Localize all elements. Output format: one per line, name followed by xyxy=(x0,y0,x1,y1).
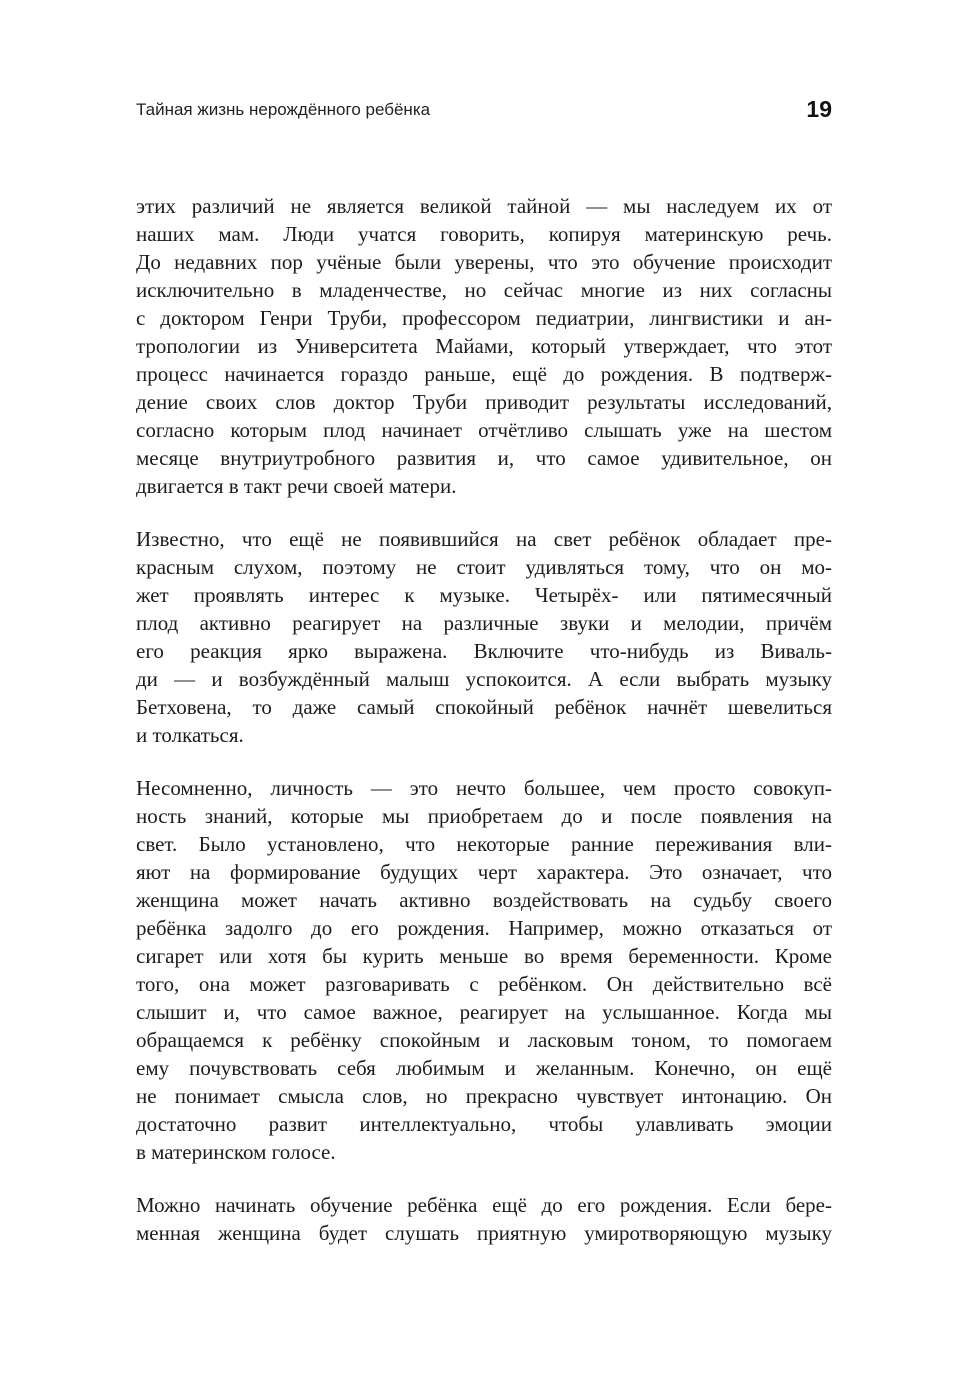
text-line: его реакция ярко выражена. Включите что-нибудь из Виваль- xyxy=(136,639,832,663)
text-line: Бетховена, то даже самый спокойный ребёнок начнёт шевелиться xyxy=(136,695,832,719)
text-line: слышит и, что самое важное, реагирует на услышанное. Когда мы xyxy=(136,1000,832,1024)
text-line: достаточно развит интеллектуально, чтобы улавливать эмоции xyxy=(136,1112,832,1136)
body-text xyxy=(136,192,832,1272)
text-line: дение своих слов доктор Труби приводит результаты исследований, xyxy=(136,390,832,414)
text-line: женщина может начать активно воздействовать на судьбу своего xyxy=(136,888,832,912)
running-head xyxy=(136,96,832,126)
text-line: сигарет или хотя бы курить меньше во время беременности. Кроме xyxy=(136,944,832,968)
text-line: двигается в такт речи своей матери. xyxy=(136,474,457,498)
text-line: не понимает смысла слов, но прекрасно чувствует интонацию. Он xyxy=(136,1084,832,1108)
text-line: красным слухом, поэтому не стоит удивляться тому, что он мо- xyxy=(136,555,832,579)
text-line: в материнском голосе. xyxy=(136,1140,336,1164)
text-line: процесс начинается гораздо раньше, ещё до рождения. В подтверж- xyxy=(136,362,832,386)
text-line: с доктором Генри Труби, профессором педиатрии, лингвистики и ан- xyxy=(136,306,832,330)
text-line: тропологии из Университета Майами, который утверждает, что этот xyxy=(136,334,832,358)
text-line: месяце внутриутробного развития и, что самое удивительное, он xyxy=(136,446,832,470)
text-line: ребёнка задолго до его рождения. Например, можно отказаться от xyxy=(136,916,832,940)
text-line: До недавних пор учёные были уверены, что это обучение происходит xyxy=(136,250,832,274)
text-line: ность знаний, которые мы приобретаем до и после появления на xyxy=(136,804,832,828)
page-number: 19 xyxy=(806,96,832,122)
text-line: свет. Было установлено, что некоторые ранние переживания вли- xyxy=(136,832,832,856)
paragraph-2 xyxy=(136,525,832,749)
paragraph-3 xyxy=(136,774,832,1166)
text-line: менная женщина будет слушать приятную умиротворяющую музыку xyxy=(136,1221,832,1245)
text-line: ди — и возбуждённый малыш успокоится. А если выбрать музыку xyxy=(136,667,832,691)
text-line: исключительно в младенчестве, но сейчас многие из них согласны xyxy=(136,278,832,302)
text-line: жет проявлять интерес к музыке. Четырёх- или пятимесячный xyxy=(136,583,832,607)
text-line: этих различий не является великой тайной — мы наследуем их от xyxy=(136,194,832,218)
text-line: ему почувствовать себя любимым и желанным. Конечно, он ещё xyxy=(136,1056,832,1080)
text-line: яют на формирование будущих черт характера. Это означает, что xyxy=(136,860,832,884)
text-line: согласно которым плод начинает отчётливо слышать уже на шестом xyxy=(136,418,832,442)
paragraph-4 xyxy=(136,1191,832,1247)
text-line: и толкаться. xyxy=(136,723,244,747)
text-line: наших мам. Люди учатся говорить, копируя материнскую речь. xyxy=(136,222,832,246)
paragraph-1 xyxy=(136,192,832,500)
text-line: Можно начинать обучение ребёнка ещё до его рождения. Если бере- xyxy=(136,1193,832,1217)
text-line: плод активно реагирует на различные звуки и мелодии, причём xyxy=(136,611,832,635)
running-title: Тайная жизнь нерождённого ребёнка xyxy=(136,100,431,119)
text-line: Несомненно, личность — это нечто большее, чем просто совокуп- xyxy=(136,776,832,800)
text-line: Известно, что ещё не появившийся на свет ребёнок обладает пре- xyxy=(136,527,832,551)
text-line: обращаемся к ребёнку спокойным и ласковым тоном, то помогаем xyxy=(136,1028,832,1052)
text-line: того, она может разговаривать с ребёнком. Он действительно всё xyxy=(136,972,832,996)
